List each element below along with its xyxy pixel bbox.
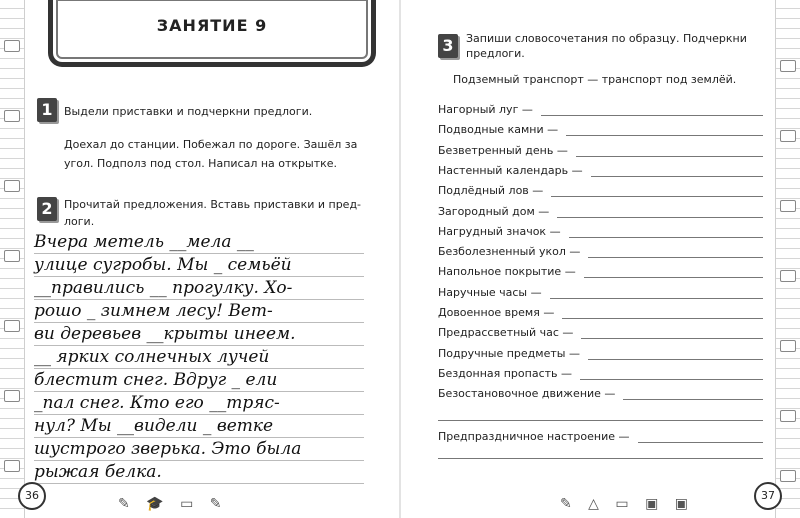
task-number-badge: 3 <box>438 34 458 58</box>
task3-instruction: Запиши словосочетания по образцу. Подчеркни <box>466 32 747 45</box>
answer-line <box>580 379 763 380</box>
school-supplies-decoration: ✎ △ ▭ ▣ ▣ <box>560 496 694 512</box>
book-spine <box>399 0 401 518</box>
task1-text-line: Доехал до станции. Побежал по дороге. Зашёл за <box>64 138 358 151</box>
answer-line <box>588 359 763 360</box>
phrase-item: Нагрудный значок — <box>438 224 561 238</box>
task1-instruction: Выдели приставки и подчеркни предлоги. <box>64 105 313 118</box>
phrase-item: Подручные предметы — <box>438 346 580 360</box>
handwriting-line: блестит снег. Вдруг _ ели <box>34 370 278 390</box>
handwriting-line: рошо _ зимнем лесу! Вет- <box>34 301 273 321</box>
answer-line <box>551 196 763 197</box>
handwriting-line: Вчера метель __мела __ <box>34 232 254 252</box>
answer-line <box>638 442 764 443</box>
lesson-title: ЗАНЯТИЕ 9 <box>156 16 268 35</box>
handwriting-line: __ ярких солнечных лучей <box>34 347 270 367</box>
task3-instruction: предлоги. <box>466 47 525 60</box>
handwriting-ruled-line <box>34 253 364 254</box>
page-number-right: 37 <box>754 482 782 510</box>
phrase-item: Напольное покрытие — <box>438 265 576 279</box>
phrase-item: Безболезненный укол — <box>438 245 581 259</box>
phrase-item: Безостановочное движение — <box>438 387 616 401</box>
phrase-item: Безветренный день — <box>438 143 568 157</box>
phrase-item: Предпраздничное настроение — <box>438 430 630 443</box>
handwriting-ruled-line <box>34 414 364 415</box>
handwriting-line: шустрого зверька. Это была <box>34 439 302 459</box>
phrase-item: Подводные камни — <box>438 123 559 137</box>
handwriting-line: нул? Мы __видели _ ветке <box>34 416 274 436</box>
task3-example: Подземный транспорт — транспорт под землёй. <box>453 73 737 86</box>
handwriting-ruled-line <box>34 368 364 369</box>
handwriting-ruled-line <box>34 460 364 461</box>
answer-line <box>588 257 763 258</box>
handwriting-line: рыжая белка. <box>34 462 162 482</box>
answer-line <box>576 156 763 157</box>
handwriting-line: ви деревьев __крыты инеем. <box>34 324 296 344</box>
task-number-badge: 2 <box>37 197 57 221</box>
task2-instruction: логи. <box>64 215 95 228</box>
handwriting-ruled-line <box>34 299 364 300</box>
task2-instruction: Прочитай предложения. Вставь приставки и пред- <box>64 198 362 211</box>
task1-text-line: угол. Подполз под стол. Написал на открытке. <box>64 157 338 170</box>
handwriting-ruled-line <box>34 483 364 484</box>
right-page-edge-decoration <box>775 0 800 518</box>
school-supplies-decoration: ✎ 🎓 ▭ ✎ <box>118 496 228 512</box>
phrase-item: Предрассветный час — <box>438 326 574 340</box>
answer-line <box>591 176 763 177</box>
answer-line <box>562 318 763 319</box>
phrase-item: Бездонная пропасть — <box>438 366 573 380</box>
phrase-item: Загородный дом — <box>438 204 550 218</box>
handwriting-line: __правились __ прогулку. Хо- <box>34 278 293 298</box>
answer-line <box>541 115 763 116</box>
answer-line <box>550 298 763 299</box>
handwriting-ruled-line <box>34 437 364 438</box>
answer-line <box>438 458 763 459</box>
lesson-title-frame <box>48 0 376 67</box>
handwriting-ruled-line <box>34 276 364 277</box>
phrase-item: Наручные часы — <box>438 285 542 299</box>
left-page-edge-decoration <box>0 0 25 518</box>
handwriting-ruled-line <box>34 322 364 323</box>
answer-line <box>623 399 763 400</box>
answer-line <box>438 420 763 421</box>
phrase-item: Настенный календарь — <box>438 163 583 177</box>
answer-line <box>557 217 763 218</box>
answer-line <box>566 135 763 136</box>
answer-line <box>581 338 763 339</box>
handwriting-line: _пал снег. Кто его __тряс- <box>34 393 280 413</box>
handwriting-ruled-line <box>34 345 364 346</box>
phrase-item: Нагорный луг — <box>438 103 533 116</box>
phrase-item: Подлёдный лов — <box>438 184 544 198</box>
page-number-left: 36 <box>18 482 46 510</box>
answer-line <box>584 277 763 278</box>
answer-line <box>569 237 763 238</box>
phrase-item: Довоенное время — <box>438 306 555 319</box>
handwriting-ruled-line <box>34 391 364 392</box>
handwriting-line: улице сугробы. Мы _ семьёй <box>34 255 292 275</box>
task-number-badge: 1 <box>37 98 57 122</box>
